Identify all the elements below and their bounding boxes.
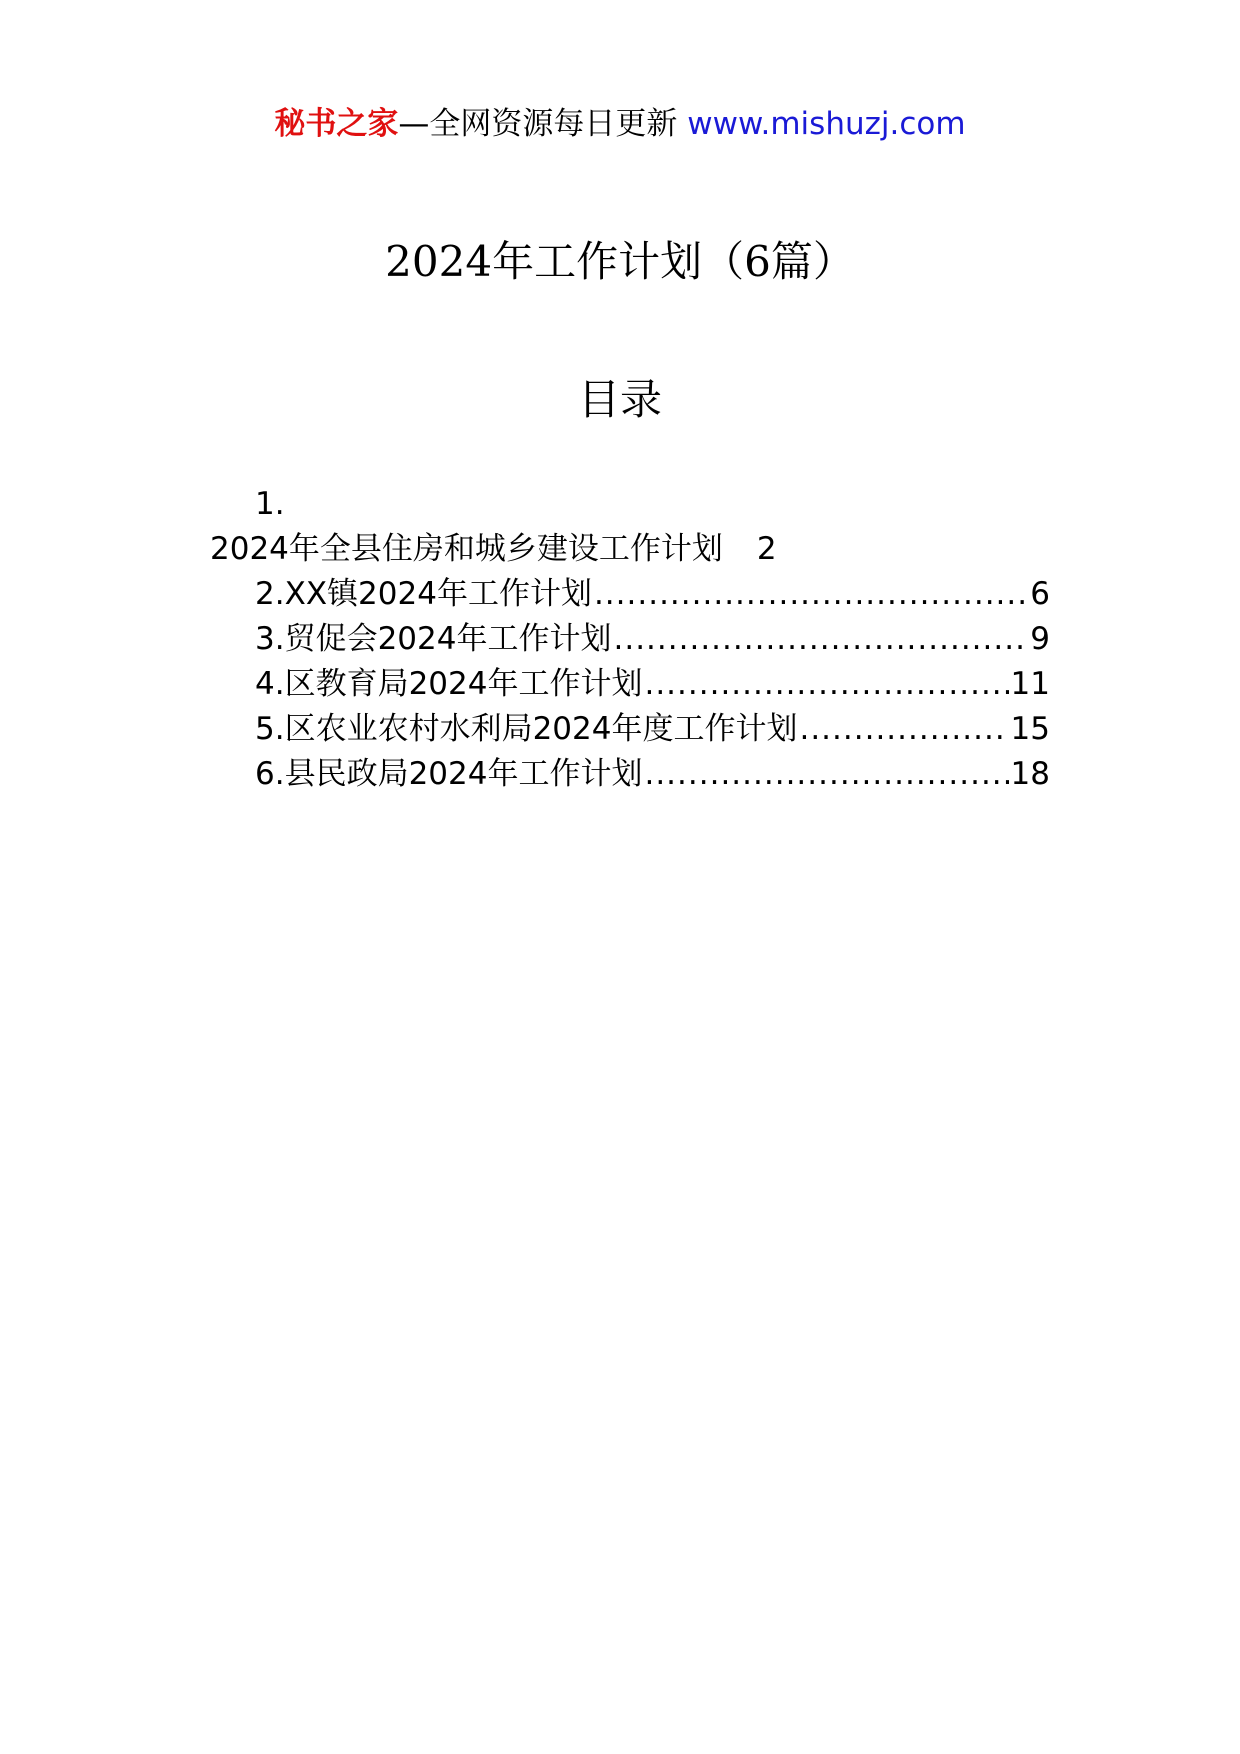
toc-entry-label: 4.区教育局2024年工作计划 — [255, 666, 643, 702]
toc-heading: 目录 — [577, 375, 662, 424]
toc-entry-1-page: 2 — [756, 531, 777, 567]
toc-entry-2[interactable] — [210, 572, 1050, 617]
toc-entry-page: 15 — [1010, 711, 1050, 747]
toc-entry-label: 2.XX镇2024年工作计划 — [255, 576, 592, 612]
toc-entry-page: 6 — [1030, 576, 1050, 612]
toc-entry-1-label: 2024年全县住房和城乡建设工作计划 — [210, 531, 723, 567]
toc-entry-3[interactable] — [210, 617, 1050, 662]
toc-entry-4[interactable] — [210, 662, 1050, 707]
toc-entry-label: 3.贸促会2024年工作计划 — [255, 621, 612, 657]
table-of-contents — [210, 482, 1050, 797]
title-end: 篇） — [770, 237, 855, 286]
toc-entry-label: 5.区农业农村水利局2024年度工作计划 — [255, 711, 798, 747]
dot-leader — [613, 617, 1028, 662]
toc-entry-5[interactable] — [210, 707, 1050, 752]
document-title — [0, 232, 1240, 292]
title-count: 6 — [744, 237, 771, 286]
dot-leader — [644, 662, 1008, 707]
brand-name: 秘书之家 — [274, 106, 399, 142]
site-url-link[interactable]: www.mishuzj.com — [687, 106, 966, 142]
banner-slogan: —全网资源每日更新 — [398, 106, 678, 142]
title-year: 2024 — [385, 237, 493, 286]
toc-entry-page: 9 — [1030, 621, 1050, 657]
toc-entry-1-number[interactable]: 1. — [255, 486, 285, 522]
toc-entry-page: 18 — [1010, 756, 1050, 792]
toc-entry-page: 11 — [1010, 666, 1050, 702]
toc-entry-label: 6.县民政局2024年工作计划 — [255, 756, 643, 792]
toc-entry-6[interactable] — [210, 752, 1050, 797]
dot-leader — [594, 572, 1028, 617]
site-banner — [0, 100, 1240, 148]
title-main: 年工作计划（ — [492, 237, 745, 286]
dot-leader — [644, 752, 1008, 797]
dot-leader — [799, 707, 1008, 752]
toc-entry-1[interactable] — [210, 527, 1050, 572]
